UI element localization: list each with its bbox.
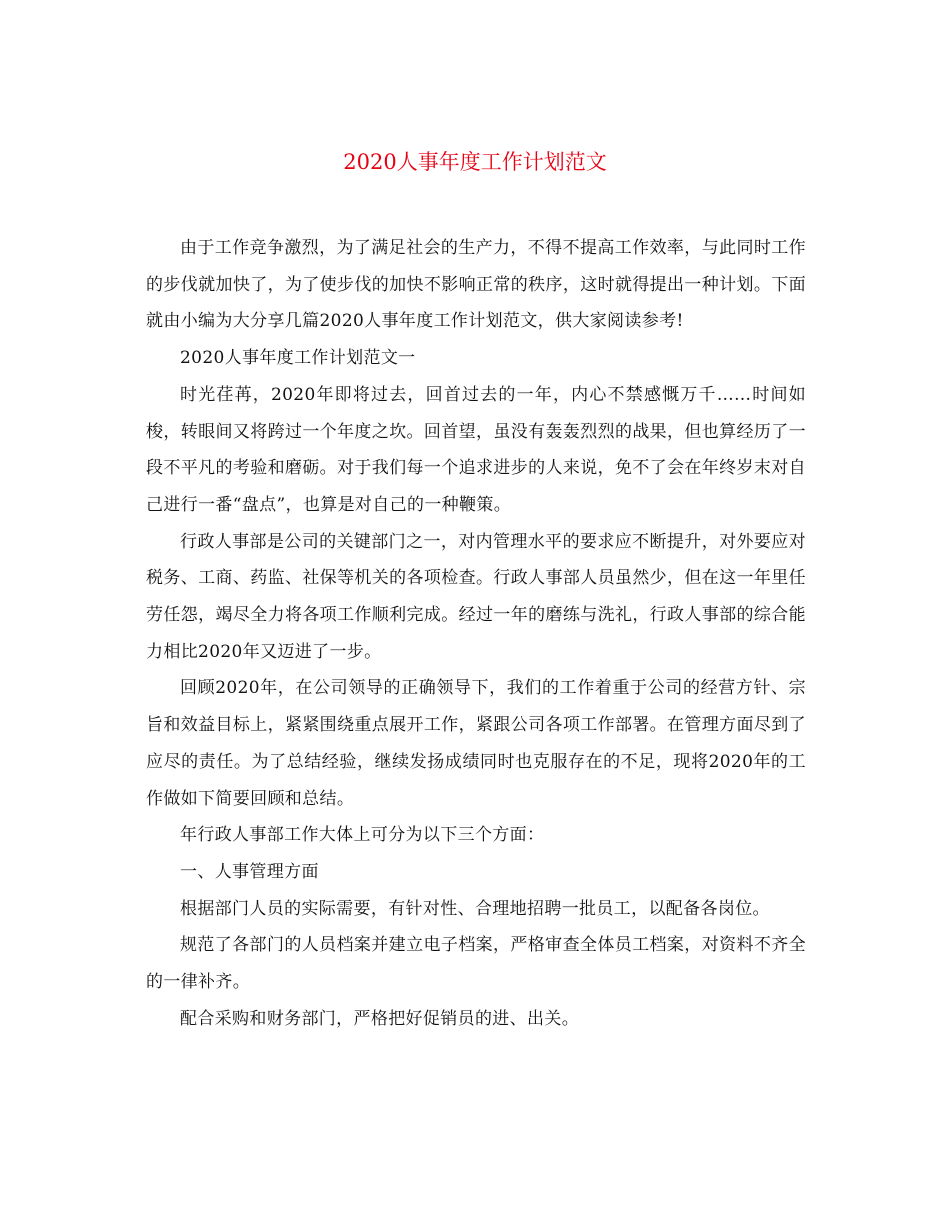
paragraph-review: 回顾2020年，在公司领导的正确领导下，我们的工作着重于公司的经营方针、宗旨和效益目标上，紧紧围绕重点展开工作，紧跟公司各项工作部署。在管理方面尽到了应尽的责任。为了总结经验，继续发扬成绩同时也克服存在的不足，现将2020年的工作做如下简要回顾和总结。: [146, 678, 806, 809]
paragraph-promoters: 配合采购和财务部门，严格把好促销员的进、出关。: [180, 1008, 580, 1029]
section-heading-hr-management: 一、人事管理方面: [180, 861, 319, 882]
section-heading-plan-one: 2020人事年度工作计划范文一: [180, 348, 416, 369]
document-title: 2020人事年度工作计划范文: [343, 150, 607, 174]
paragraph-time-flies: 时光荏苒，2020年即将过去，回首过去的一年，内心不禁感慨万千……时间如梭，转眼间又将跨过一个年度之坎。回首望，虽没有轰轰烈烈的战果，但也算经历了一段不平凡的考验和磨砺。对于我们每一个追求进步的人来说，免不了会在年终岁末对自己进行一番“盘点”，也算是对自己的一种鞭策。: [146, 384, 806, 515]
document-body: [146, 230, 806, 1037]
paragraph-three-aspects: 年行政人事部工作大体上可分为以下三个方面：: [180, 825, 545, 846]
paragraph-admin-hr-dept: 行政人事部是公司的关键部门之一，对内管理水平的要求应不断提升，对外要应对税务、工商、药监、社保等机关的各项检查。行政人事部人员虽然少，但在这一年里任劳任怨，竭尽全力将各项工作顺利完成。经过一年的磨练与洗礼，行政人事部的综合能力相比2020年又迈进了一步。: [146, 531, 806, 662]
paragraph-intro: 由于工作竞争激烈，为了满足社会的生产力，不得不提高工作效率，与此同时工作的步伐就加快了，为了使步伐的加快不影响正常的秩序，这时就得提出一种计划。下面就由小编为大分享几篇2020人事年度工作计划范文，供大家阅读参考!: [146, 238, 806, 332]
paragraph-recruitment: 根据部门人员的实际需要，有针对性、合理地招聘一批员工，以配备各岗位。: [180, 898, 770, 919]
paragraph-archives: 规范了各部门的人员档案并建立电子档案，严格审查全体员工档案，对资料不齐全的一律补齐。: [146, 935, 806, 993]
